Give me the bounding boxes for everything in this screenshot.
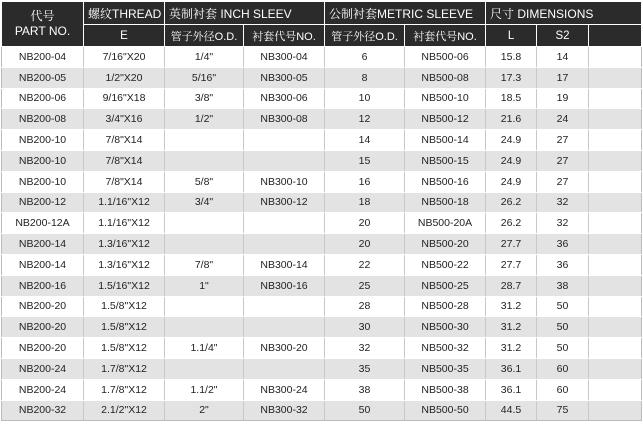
inch-od-cell: 2" (165, 400, 244, 421)
part-no-header (2, 2, 84, 47)
part-no-cell: NB200-10 (2, 171, 84, 192)
dim-l-cell: 17.3 (486, 67, 537, 88)
thread-cell: 3/4"X16 (84, 109, 165, 130)
metric-sleeve-no-cell: NB500-10 (405, 88, 486, 109)
blank-cell (589, 296, 642, 317)
part-no-cell: NB200-16 (2, 275, 84, 296)
dim-l-cell: 26.2 (486, 192, 537, 213)
inch-od-cell (165, 213, 244, 234)
dim-l-cell: 31.2 (486, 338, 537, 359)
thread-cell: 1.3/16"X12 (84, 234, 165, 255)
inch-sleeve-no-cell: NB300-10 (244, 171, 325, 192)
dim-l-cell: 24.9 (486, 150, 537, 171)
thread-cell: 7/8"X14 (84, 150, 165, 171)
thread-cell: 2.1/2"X12 (84, 400, 165, 421)
metric-sleeve-no-cell: NB500-20 (405, 234, 486, 255)
table-row (2, 317, 642, 338)
blank-cell (589, 130, 642, 151)
metric-od-cell: 12 (325, 109, 405, 130)
part-no-cell: NB200-05 (2, 67, 84, 88)
part-no-cell: NB200-12A (2, 213, 84, 234)
metric-od-cell: 22 (325, 254, 405, 275)
part-no-cell: NB200-14 (2, 234, 84, 255)
metric-od-cell: 28 (325, 296, 405, 317)
metric-od-cell: 32 (325, 338, 405, 359)
dim-s2-cell: 60 (537, 358, 589, 379)
thread-subheader: E (84, 25, 165, 47)
inch-sleeve-no-cell: NB300-20 (244, 338, 325, 359)
metric-sleeve-no-cell: NB500-35 (405, 358, 486, 379)
dim-l-cell: 24.9 (486, 171, 537, 192)
part-no-cell: NB200-20 (2, 317, 84, 338)
inch-od-cell: 1.1/4" (165, 338, 244, 359)
inch-od-cell: 3/4" (165, 192, 244, 213)
inch-sleeve-no-cell: NB300-05 (244, 67, 325, 88)
table-row (2, 150, 642, 171)
part-no-cell: NB200-24 (2, 358, 84, 379)
inch-od-cell: 1" (165, 275, 244, 296)
dim-l-cell: 31.2 (486, 317, 537, 338)
part-no-cell: NB200-08 (2, 109, 84, 130)
thread-cell: 1.7/8"X12 (84, 358, 165, 379)
metric-od-cell: 20 (325, 234, 405, 255)
table-row (2, 88, 642, 109)
blank-cell (589, 192, 642, 213)
inch-od-cell: 1.1/2" (165, 379, 244, 400)
dim-l-cell: 18.5 (486, 88, 537, 109)
blank-cell (589, 254, 642, 275)
dim-l-cell: 36.1 (486, 358, 537, 379)
thread-header: 螺纹THREAD (84, 2, 165, 25)
metric-od-cell: 15 (325, 150, 405, 171)
inch-sleeve-no-cell: NB300-16 (244, 275, 325, 296)
metric-sleeve-no-cell: NB500-22 (405, 254, 486, 275)
inch-od-header: 管子外径O.D. (165, 25, 244, 47)
inch-sleeve-no-cell: NB300-04 (244, 47, 325, 68)
blank-cell (589, 109, 642, 130)
table-row (2, 109, 642, 130)
table-header (2, 2, 642, 47)
dim-s2-cell: 75 (537, 400, 589, 421)
dim-l-cell: 21.6 (486, 109, 537, 130)
metric-sleeve-no-cell: NB500-50 (405, 400, 486, 421)
table-row (2, 130, 642, 151)
blank-cell (589, 275, 642, 296)
inch-od-cell (165, 234, 244, 255)
metric-od-cell: 6 (325, 47, 405, 68)
dim-l-cell: 26.2 (486, 213, 537, 234)
dim-s2-cell: 27 (537, 171, 589, 192)
metric-sleeve-no-cell: NB500-28 (405, 296, 486, 317)
metric-od-cell: 50 (325, 400, 405, 421)
metric-sleeve-no-cell: NB500-30 (405, 317, 486, 338)
thread-cell: 1.7/8"X12 (84, 379, 165, 400)
inch-sleeve-no-cell (244, 150, 325, 171)
blank-header (589, 25, 642, 47)
thread-cell: 1/2"X20 (84, 67, 165, 88)
inch-sleeve-header: 英制衬套 INCH SLEEV (165, 2, 325, 25)
dim-s2-cell: 36 (537, 254, 589, 275)
metric-sleeve-no-cell: NB500-16 (405, 171, 486, 192)
thread-cell: 9/16"X18 (84, 88, 165, 109)
metric-sleeve-header: 公制衬套METRIC SLEEVE (325, 2, 486, 25)
dim-l-header: L (486, 25, 537, 47)
blank-cell (589, 234, 642, 255)
table-row (2, 213, 642, 234)
thread-cell: 1.5/8"X12 (84, 338, 165, 359)
part-no-cell: NB200-20 (2, 296, 84, 317)
inch-sleeve-no-cell: NB300-24 (244, 379, 325, 400)
metric-od-cell: 10 (325, 88, 405, 109)
metric-sleeve-no-cell: NB500-20A (405, 213, 486, 234)
blank-cell (589, 171, 642, 192)
part-no-cell: NB200-10 (2, 150, 84, 171)
inch-od-cell: 1/2" (165, 109, 244, 130)
metric-od-header: 管子外径O.D. (325, 25, 405, 47)
dim-l-cell: 44.5 (486, 400, 537, 421)
dim-s2-cell: 32 (537, 213, 589, 234)
thread-cell: 7/8"X14 (84, 130, 165, 151)
thread-cell: 1.1/16"X12 (84, 213, 165, 234)
part-no-header-en: PART NO. (14, 24, 71, 38)
inch-od-cell: 1/4" (165, 47, 244, 68)
metric-sleeve-no-cell: NB500-32 (405, 338, 486, 359)
thread-cell: 1.5/8"X12 (84, 317, 165, 338)
part-no-header-cn: 代号 (30, 9, 55, 23)
metric-od-cell: 30 (325, 317, 405, 338)
inch-od-cell (165, 296, 244, 317)
thread-cell: 7/16"X20 (84, 47, 165, 68)
inch-od-cell: 5/8" (165, 171, 244, 192)
table-row (2, 296, 642, 317)
blank-cell (589, 317, 642, 338)
spec-table (1, 1, 642, 421)
table-row (2, 234, 642, 255)
inch-sleeve-no-cell: NB300-08 (244, 109, 325, 130)
dim-l-cell: 27.7 (486, 234, 537, 255)
dim-l-cell: 27.7 (486, 254, 537, 275)
metric-sleeve-no-cell: NB500-08 (405, 67, 486, 88)
dim-s2-cell: 50 (537, 338, 589, 359)
inch-od-cell (165, 130, 244, 151)
part-no-cell: NB200-10 (2, 130, 84, 151)
dim-s2-cell: 32 (537, 192, 589, 213)
dim-s2-cell: 19 (537, 88, 589, 109)
dim-s2-cell: 38 (537, 275, 589, 296)
dim-s2-cell: 60 (537, 379, 589, 400)
inch-od-cell: 7/8" (165, 254, 244, 275)
inch-sleeve-no-cell (244, 234, 325, 255)
dim-s2-cell: 50 (537, 296, 589, 317)
inch-sleeve-no-cell: NB300-14 (244, 254, 325, 275)
inch-sleeve-no-cell: NB300-06 (244, 88, 325, 109)
part-no-cell: NB200-20 (2, 338, 84, 359)
inch-sleeve-no-cell (244, 317, 325, 338)
blank-cell (589, 67, 642, 88)
metric-od-cell: 8 (325, 67, 405, 88)
inch-od-cell (165, 317, 244, 338)
metric-sleeve-no-cell: NB500-25 (405, 275, 486, 296)
metric-sleeve-no-cell: NB500-14 (405, 130, 486, 151)
dim-s2-cell: 27 (537, 130, 589, 151)
table-row (2, 400, 642, 421)
inch-od-cell: 3/8" (165, 88, 244, 109)
dim-l-cell: 28.7 (486, 275, 537, 296)
table-row (2, 254, 642, 275)
thread-cell: 1.3/16"X12 (84, 254, 165, 275)
dim-s2-cell: 17 (537, 67, 589, 88)
blank-cell (589, 47, 642, 68)
metric-od-cell: 18 (325, 192, 405, 213)
dim-s2-cell: 36 (537, 234, 589, 255)
thread-cell: 1.1/16"X12 (84, 192, 165, 213)
inch-sleeve-no-cell (244, 358, 325, 379)
dim-s2-cell: 14 (537, 47, 589, 68)
metric-sleeve-no-cell: NB500-38 (405, 379, 486, 400)
metric-od-cell: 14 (325, 130, 405, 151)
table-body (2, 47, 642, 421)
part-no-cell: NB200-32 (2, 400, 84, 421)
dim-s2-cell: 24 (537, 109, 589, 130)
metric-sleeve-no-cell: NB500-12 (405, 109, 486, 130)
metric-od-cell: 35 (325, 358, 405, 379)
table-row (2, 47, 642, 68)
part-no-cell: NB200-12 (2, 192, 84, 213)
inch-sleeve-no-cell: NB300-12 (244, 192, 325, 213)
part-no-cell: NB200-14 (2, 254, 84, 275)
inch-sleeve-no-cell (244, 213, 325, 234)
metric-od-cell: 16 (325, 171, 405, 192)
inch-sleeve-no-cell (244, 296, 325, 317)
metric-sleeve-no-cell: NB500-15 (405, 150, 486, 171)
dimensions-header: 尺寸 DIMENSIONS (486, 2, 642, 25)
metric-sleeve-no-header: 衬套代号NO. (405, 25, 486, 47)
thread-cell: 1.5/8"X12 (84, 296, 165, 317)
table-row (2, 358, 642, 379)
metric-od-cell: 38 (325, 379, 405, 400)
table-row (2, 338, 642, 359)
table-row (2, 275, 642, 296)
inch-od-cell: 5/16" (165, 67, 244, 88)
table-row (2, 192, 642, 213)
inch-od-cell (165, 358, 244, 379)
dim-l-cell: 31.2 (486, 296, 537, 317)
inch-sleeve-no-cell: NB300-32 (244, 400, 325, 421)
dim-s2-cell: 50 (537, 317, 589, 338)
part-no-cell: NB200-04 (2, 47, 84, 68)
table-row (2, 67, 642, 88)
table-row (2, 379, 642, 400)
blank-cell (589, 150, 642, 171)
blank-cell (589, 213, 642, 234)
thread-cell: 1.5/16"X12 (84, 275, 165, 296)
metric-od-cell: 20 (325, 213, 405, 234)
metric-sleeve-no-cell: NB500-06 (405, 47, 486, 68)
dim-l-cell: 36.1 (486, 379, 537, 400)
metric-sleeve-no-cell: NB500-18 (405, 192, 486, 213)
inch-sleeve-no-header: 衬套代号NO. (244, 25, 325, 47)
table-row (2, 171, 642, 192)
part-no-cell: NB200-24 (2, 379, 84, 400)
dim-l-cell: 24.9 (486, 130, 537, 151)
blank-cell (589, 358, 642, 379)
metric-od-cell: 25 (325, 275, 405, 296)
blank-cell (589, 88, 642, 109)
dim-s2-header: S2 (537, 25, 589, 47)
inch-od-cell (165, 150, 244, 171)
thread-cell: 7/8"X14 (84, 171, 165, 192)
blank-cell (589, 338, 642, 359)
dim-l-cell: 15.8 (486, 47, 537, 68)
inch-sleeve-no-cell (244, 130, 325, 151)
dim-s2-cell: 27 (537, 150, 589, 171)
part-no-cell: NB200-06 (2, 88, 84, 109)
blank-cell (589, 400, 642, 421)
blank-cell (589, 379, 642, 400)
